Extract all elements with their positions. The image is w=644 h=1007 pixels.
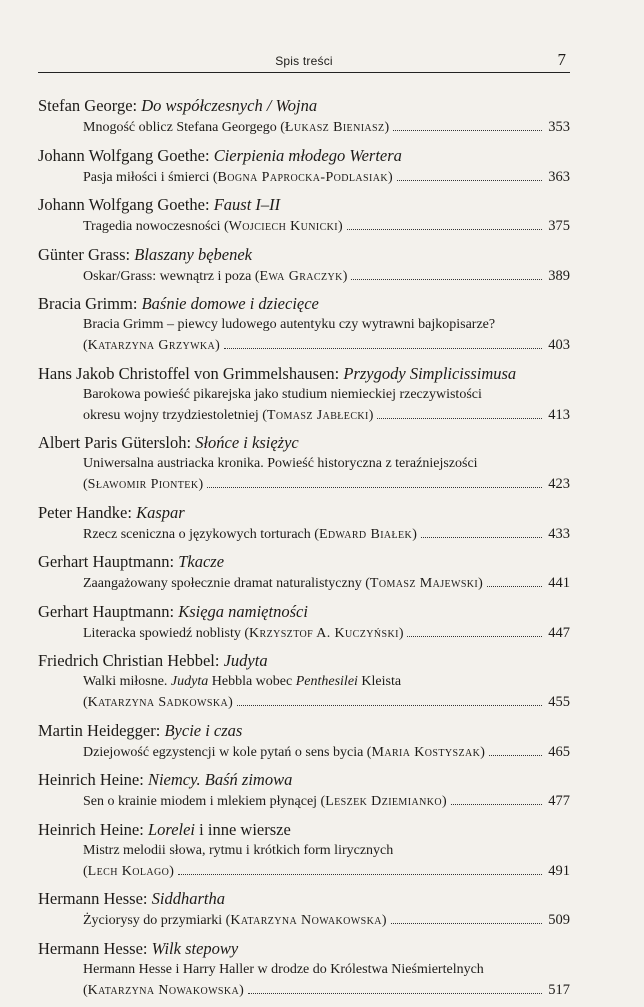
entry-author-name: Gerhart Hauptmann: xyxy=(38,552,179,571)
dot-leader xyxy=(487,586,542,587)
entry-subtitle: Życiorysy do przymiarki ( xyxy=(83,913,231,928)
entry-paren: ) xyxy=(412,526,417,542)
entry-subtitle: Kleista xyxy=(357,674,402,689)
entry-author-name: Johann Wolfgang Goethe: xyxy=(38,145,214,165)
entry-page-number: 353 xyxy=(548,119,570,135)
entry-essay-author: Krzysztof A. Kuczyński xyxy=(249,625,399,641)
entry-work-title: Bycie i czas xyxy=(164,720,243,740)
entry-paren: ( xyxy=(83,863,88,879)
entry-paren: ) xyxy=(215,338,220,353)
entry-essay-author: Ewa Graczyk xyxy=(259,268,343,284)
entry-heading xyxy=(38,938,570,960)
entry-heading xyxy=(38,650,570,672)
entry-author-name: Heinrich Heine: xyxy=(38,819,148,839)
entry-page-number: 447 xyxy=(548,624,570,641)
toc-entry xyxy=(38,145,570,188)
entry-page-number: 491 xyxy=(548,862,570,879)
entry-subtitle-line xyxy=(38,672,570,692)
running-header xyxy=(38,48,570,73)
dot-leader xyxy=(207,487,542,488)
dot-leader xyxy=(489,755,542,756)
entry-work-title: Słońce i księżyc xyxy=(195,433,299,452)
entry-work-title: Baśnie domowe i dziecięce xyxy=(141,294,319,313)
table-of-contents xyxy=(38,95,570,1007)
entry-essay-author: Katarzyna Grzywka xyxy=(87,338,216,353)
entry-work-title: Judyta xyxy=(223,651,268,670)
entry-work-title: Cierpienia młodego Wertera xyxy=(213,145,402,165)
entry-essay-author: Wojciech Kunicki xyxy=(228,219,339,234)
entry-essay-author: Sławomir Piontek xyxy=(87,477,199,492)
entry-subtitle: Barokowa powieść pikarejska jako studium niemieckiej rzeczywistości xyxy=(83,386,482,402)
entry-heading xyxy=(38,819,570,841)
entry-subtitle-line xyxy=(38,692,570,713)
dot-leader xyxy=(451,804,543,805)
entry-subtitle-line xyxy=(38,474,570,495)
entry-page-number: 375 xyxy=(548,218,570,234)
entry-work-title: Przygody Simplicissimusa xyxy=(343,363,517,383)
toc-entry xyxy=(38,720,570,763)
entry-work-title: Siddhartha xyxy=(151,889,225,908)
entry-page-number: 455 xyxy=(548,694,570,710)
entry-subtitle-italic: Judyta xyxy=(170,674,209,689)
toc-entry xyxy=(38,244,570,287)
entry-heading xyxy=(38,601,570,623)
dot-leader xyxy=(391,923,543,924)
dot-leader xyxy=(377,418,542,419)
toc-entry xyxy=(38,938,570,1001)
entry-subtitle-line xyxy=(38,216,570,237)
entry-essay-author: Tomasz Majewski xyxy=(369,576,479,591)
entry-subtitle-line xyxy=(38,266,570,287)
toc-entry xyxy=(38,650,570,713)
toc-entry xyxy=(38,194,570,237)
dot-leader xyxy=(351,279,542,280)
dot-leader xyxy=(248,993,542,994)
entry-subtitle-line xyxy=(38,335,570,356)
entry-author-name: Stefan George: xyxy=(38,96,142,115)
entry-essay-author: Maria Kostyszak xyxy=(371,744,481,760)
toc-entry xyxy=(38,293,570,356)
entry-subtitle-line xyxy=(38,861,570,882)
toc-entry xyxy=(38,502,570,545)
entry-page-number: 389 xyxy=(548,267,570,284)
entry-subtitle-line xyxy=(38,117,570,138)
entry-subtitle: Hermann Hesse i Harry Haller w drodze do Królestwa Nieśmiertelnych xyxy=(83,961,484,977)
entry-subtitle: Pasja miłości i śmierci ( xyxy=(83,169,218,185)
dot-leader xyxy=(407,636,542,637)
entry-work-title: Blaszany bębenek xyxy=(134,244,252,264)
entry-work-title: Tkacze xyxy=(178,552,225,571)
entry-paren: ) xyxy=(478,576,483,591)
entry-subtitle-line xyxy=(38,405,570,426)
entry-paren: ) xyxy=(169,863,174,879)
dot-leader xyxy=(421,537,542,538)
entry-paren: ( xyxy=(83,477,88,492)
entry-subtitle-line xyxy=(38,573,570,594)
entry-paren: ( xyxy=(83,695,88,710)
entry-page-number: 517 xyxy=(548,981,570,998)
entry-subtitle: Walki miłosne. xyxy=(83,674,171,689)
entry-paren: ) xyxy=(384,120,390,135)
entry-paren: ) xyxy=(398,625,404,641)
entry-paren: ) xyxy=(228,695,233,710)
entry-work-title: Do współczesnych / Wojna xyxy=(141,96,318,115)
entry-essay-author: Lech Kolago xyxy=(87,863,170,879)
entry-subtitle-line xyxy=(38,910,570,931)
entry-heading xyxy=(38,145,570,167)
entry-page-number: 509 xyxy=(548,912,570,928)
entry-work-title: Lorelei xyxy=(147,819,196,839)
entry-heading xyxy=(38,432,570,454)
entry-subtitle: Rzecz sceniczna o językowych torturach ( xyxy=(83,526,319,542)
entry-paren: ) xyxy=(198,477,204,492)
entry-essay-author: Katarzyna Nowakowska xyxy=(230,913,382,928)
entry-page-number: 441 xyxy=(548,575,570,591)
entry-page-number: 433 xyxy=(548,525,570,542)
entry-heading xyxy=(38,194,570,216)
entry-paren: ) xyxy=(480,744,485,760)
entry-paren: ) xyxy=(441,794,447,809)
entry-author-name: Heinrich Heine: xyxy=(38,770,148,789)
entry-page-number: 423 xyxy=(548,476,570,492)
entry-heading xyxy=(38,293,570,315)
entry-essay-author: Edward Białek xyxy=(318,526,413,542)
entry-heading xyxy=(38,551,570,573)
entry-heading xyxy=(38,363,570,385)
toc-entry xyxy=(38,432,570,495)
entry-author-name: Peter Handke: xyxy=(38,502,137,522)
entry-author-name: Hans Jakob Christoffel von Grimmelshausen: xyxy=(38,363,344,383)
page-number: 7 xyxy=(557,50,566,69)
toc-entry xyxy=(38,769,570,812)
entry-essay-author: Bogna Paprocka-Podlasiak xyxy=(217,169,388,185)
entry-page-number: 477 xyxy=(548,793,570,809)
entry-author-name: Bracia Grimm: xyxy=(38,294,142,313)
entry-paren: ) xyxy=(388,169,393,185)
entry-author-name: Hermann Hesse: xyxy=(38,889,152,908)
entry-page-number: 413 xyxy=(548,406,570,423)
entry-paren: ) xyxy=(381,913,387,928)
entry-subtitle-line xyxy=(38,385,570,405)
dot-leader xyxy=(393,130,542,131)
dot-leader xyxy=(224,348,542,349)
entry-page-number: 403 xyxy=(548,337,570,353)
entry-paren: ( xyxy=(83,338,88,353)
entry-subtitle: Tragedia nowoczesności ( xyxy=(83,219,229,234)
entry-subtitle-line xyxy=(38,742,570,763)
dot-leader xyxy=(347,229,543,230)
entry-paren: ) xyxy=(239,982,244,998)
entry-heading xyxy=(38,720,570,742)
entry-subtitle: Mistrz melodii słowa, rytmu i krótkich form lirycznych xyxy=(83,842,394,858)
entry-subtitle-line xyxy=(38,980,570,1001)
entry-subtitle-italic: Penthesilei xyxy=(295,674,358,689)
entry-subtitle-line xyxy=(38,315,570,335)
entry-paren: ( xyxy=(83,982,88,998)
entry-subtitle: okresu wojny trzydziestoletniej ( xyxy=(83,407,267,423)
entry-subtitle-line xyxy=(38,960,570,980)
entry-subtitle: Sen o krainie miodem i mlekiem płynącej ( xyxy=(83,794,326,809)
entry-subtitle: Oskar/Grass: wewnątrz i poza ( xyxy=(83,268,260,284)
entry-essay-author: Łukasz Bieniasz xyxy=(284,120,385,135)
entry-author-name: Johann Wolfgang Goethe: xyxy=(38,195,214,214)
entry-subtitle-line xyxy=(38,524,570,545)
toc-entry xyxy=(38,819,570,882)
entry-essay-author: Leszek Dziemianko xyxy=(325,794,442,809)
entry-work-title: Księga namiętności xyxy=(178,601,308,621)
entry-work-title: Niemcy. Baśń zimowa xyxy=(147,770,293,789)
entry-work-title: Wilk stepowy xyxy=(151,938,239,958)
running-title: Spis treści xyxy=(275,54,333,68)
entry-page-number: 465 xyxy=(548,743,570,760)
entry-heading xyxy=(38,244,570,266)
entry-heading xyxy=(38,769,570,791)
entry-author-name: Albert Paris Gütersloh: xyxy=(38,433,196,452)
toc-entry xyxy=(38,95,570,138)
entry-heading xyxy=(38,95,570,117)
entry-author-name: Günter Grass: xyxy=(38,244,135,264)
entry-subtitle: Bracia Grimm – piewcy ludowego autentyku czy wytrawni bajkopisarze? xyxy=(83,317,496,332)
entry-subtitle: Mnogość oblicz Stefana Georgego ( xyxy=(83,120,285,135)
entry-essay-author: Tomasz Jabłecki xyxy=(266,407,369,423)
entry-heading xyxy=(38,888,570,910)
entry-subtitle: Dziejowość egzystencji w kole pytań o sens bycia ( xyxy=(83,744,372,760)
toc-entry xyxy=(38,551,570,594)
dot-leader xyxy=(178,874,542,875)
entry-essay-author: Katarzyna Sadkowska xyxy=(87,695,229,710)
entry-subtitle-line xyxy=(38,791,570,812)
entry-subtitle-line xyxy=(38,167,570,188)
entry-heading xyxy=(38,502,570,524)
entry-author-name: Hermann Hesse: xyxy=(38,938,152,958)
toc-entry xyxy=(38,888,570,931)
entry-work-title: Faust I–II xyxy=(213,195,281,214)
entry-page-number: 363 xyxy=(548,168,570,185)
dot-leader xyxy=(397,180,543,181)
entry-subtitle-line xyxy=(38,841,570,861)
toc-entry xyxy=(38,601,570,644)
entry-heading-rest: i inne wiersze xyxy=(195,819,291,839)
entry-subtitle: Uniwersalna austriacka kronika. Powieść historyczna z teraźniejszości xyxy=(83,456,478,471)
entry-subtitle-line xyxy=(38,454,570,474)
entry-paren: ) xyxy=(342,268,348,284)
dot-leader xyxy=(237,705,542,706)
entry-subtitle: Zaangażowany społecznie dramat naturalistyczny ( xyxy=(83,576,370,591)
entry-author-name: Gerhart Hauptmann: xyxy=(38,601,179,621)
entry-subtitle-line xyxy=(38,623,570,644)
entry-paren: ) xyxy=(368,407,374,423)
entry-work-title: Kaspar xyxy=(136,502,185,522)
entry-author-name: Friedrich Christian Hebbel: xyxy=(38,651,224,670)
entry-subtitle: Literacka spowiedź noblisty ( xyxy=(83,625,250,641)
entry-author-name: Martin Heidegger: xyxy=(38,720,165,740)
entry-paren: ) xyxy=(338,219,343,234)
toc-entry xyxy=(38,363,570,426)
entry-subtitle: Hebbla wobec xyxy=(208,674,296,689)
entry-essay-author: Katarzyna Nowakowska xyxy=(87,982,240,998)
